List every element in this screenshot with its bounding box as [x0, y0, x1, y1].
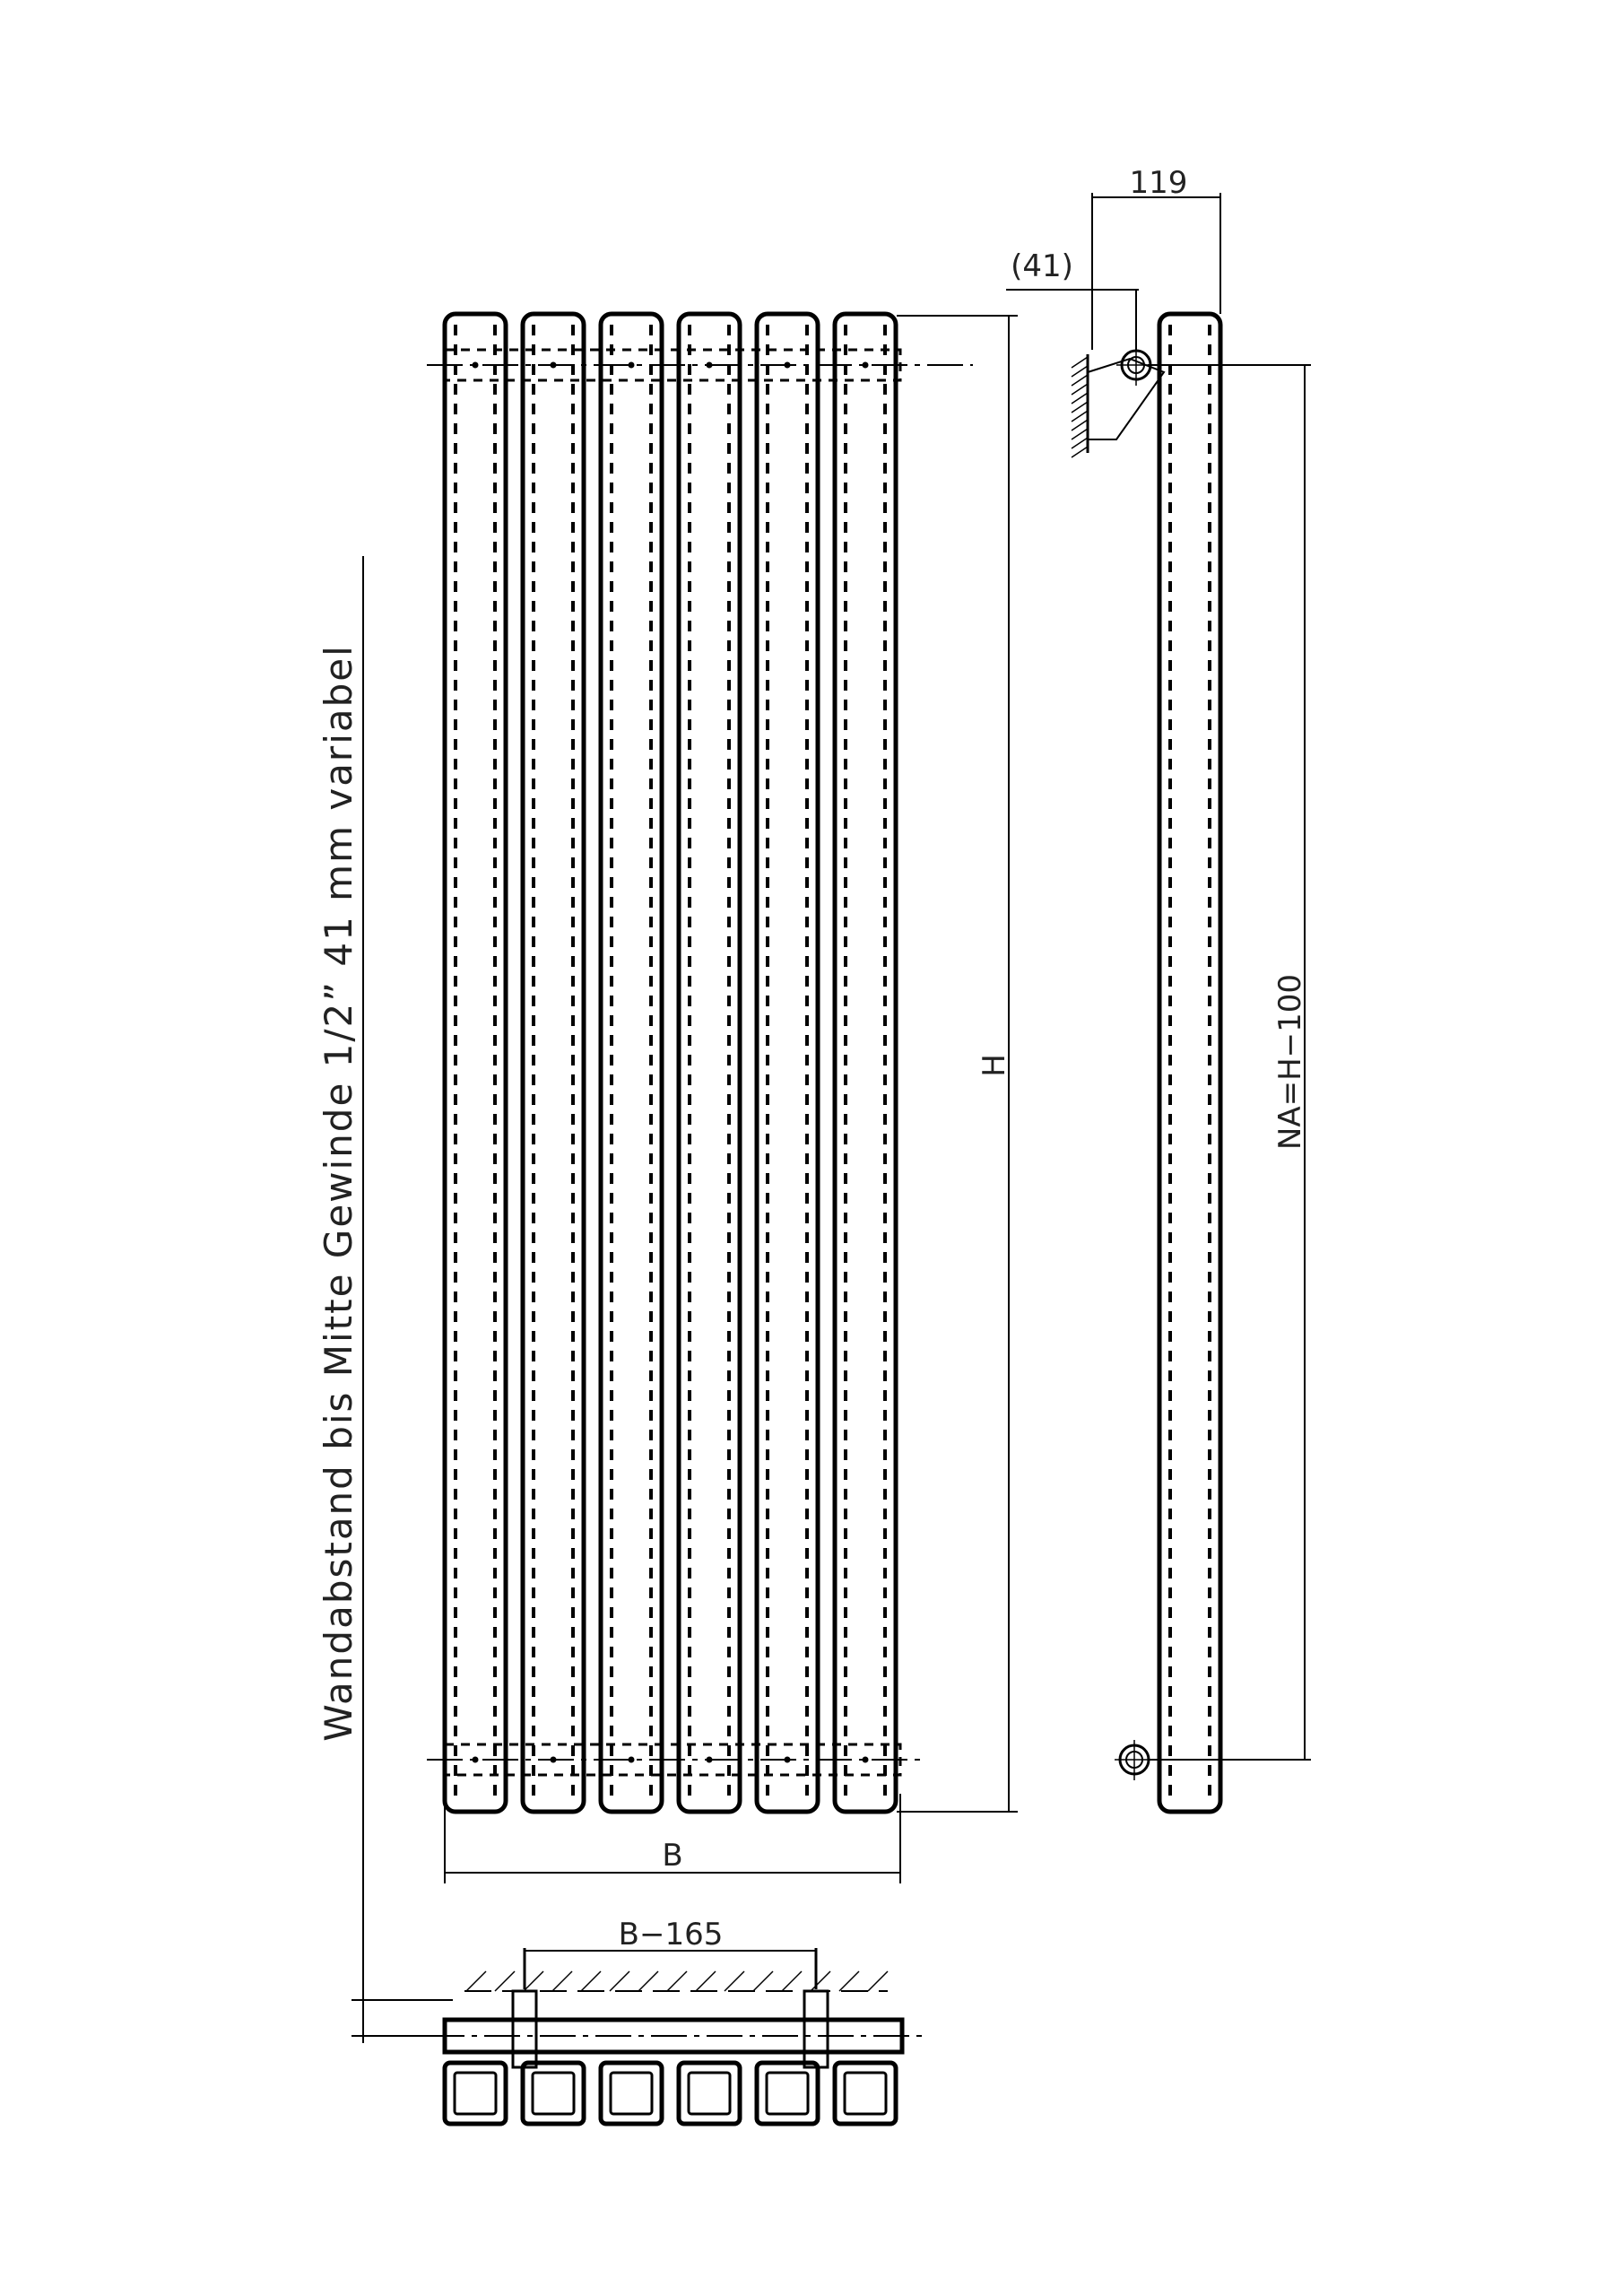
- height-label: H: [976, 1054, 1012, 1077]
- front-tubes: [445, 314, 896, 1812]
- side-view: [1006, 165, 1311, 1812]
- connection-distance-dimension: [1148, 365, 1311, 1760]
- bottom-header-bar: [427, 1744, 924, 1775]
- side-tube: [1159, 314, 1220, 1812]
- connection-distance-label: NA=H−100: [1272, 973, 1308, 1151]
- front-tube: [523, 314, 584, 1812]
- tube-cross-section: [835, 2063, 896, 2124]
- depth-label: 119: [1129, 165, 1188, 201]
- wall-hatch: [1072, 354, 1088, 457]
- wall-distance-note: [317, 556, 453, 2043]
- wall-distance-label: Wandabstand bis Mitte Gewinde 1/2” 41 mm variabel: [317, 644, 360, 1742]
- bracket-distance-label: B−165: [618, 1917, 724, 1952]
- top-brackets: [513, 1948, 828, 2067]
- front-tube: [679, 314, 740, 1812]
- tube-cross-section: [601, 2063, 662, 2124]
- bracket-distance-dimension: [525, 1917, 816, 1952]
- top-header-bar: [427, 350, 973, 380]
- tube-cross-section: [679, 2063, 740, 2124]
- depth-dimension: [1092, 165, 1220, 350]
- width-label: B: [662, 1838, 683, 1874]
- front-view: [427, 314, 1018, 1883]
- tube-cross-section: [523, 2063, 584, 2124]
- tube-cross-sections: [445, 2063, 896, 2124]
- wall-bracket: [1088, 359, 1164, 439]
- front-tube: [601, 314, 662, 1812]
- offset-dimension: [1006, 248, 1139, 350]
- front-tube: [757, 314, 818, 1812]
- front-tube: [445, 314, 506, 1812]
- offset-label: (41): [1011, 248, 1073, 284]
- front-tube: [835, 314, 896, 1812]
- top-wall-hatch: [464, 1971, 888, 1991]
- tube-cross-section: [757, 2063, 818, 2124]
- top-view: [429, 1917, 928, 2124]
- tube-cross-section: [445, 2063, 506, 2124]
- height-dimension: [897, 316, 1018, 1812]
- width-dimension: [445, 1794, 900, 1883]
